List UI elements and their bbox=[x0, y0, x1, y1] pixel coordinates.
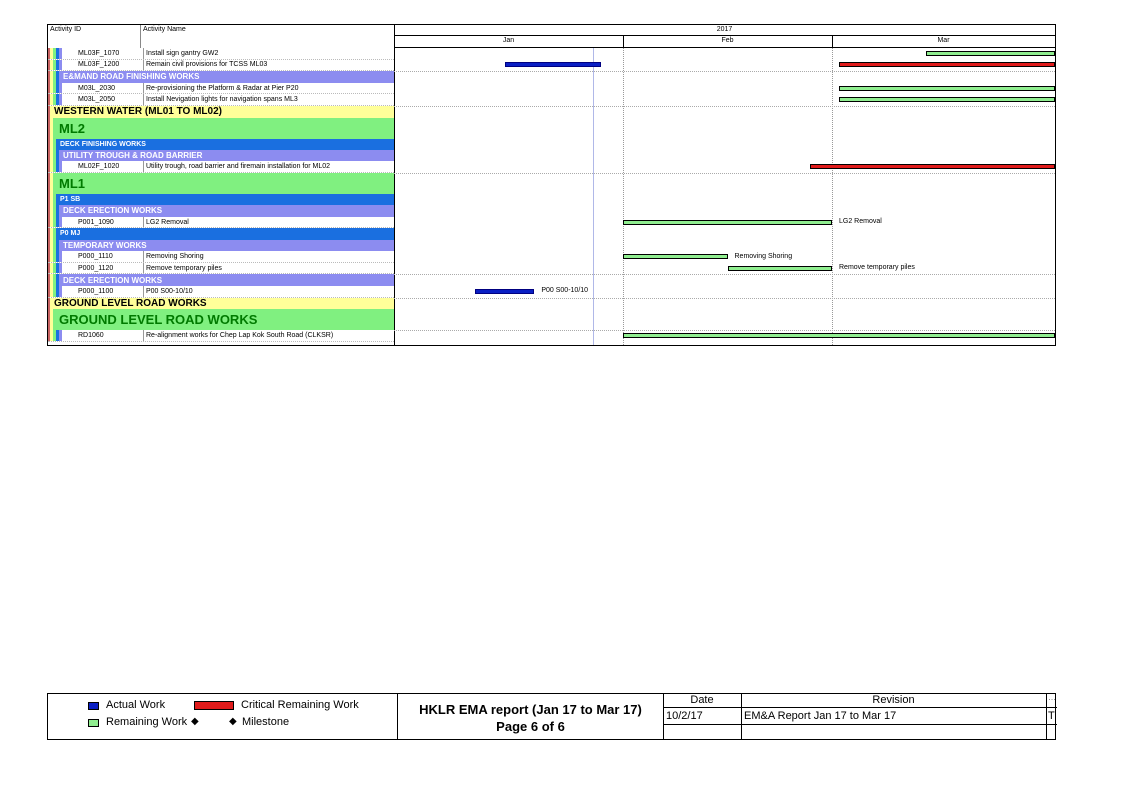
activity-row[interactable] bbox=[48, 161, 394, 173]
activity-id: RD1060 bbox=[78, 331, 104, 339]
row-gridline bbox=[394, 106, 1055, 107]
actual-work-bar[interactable] bbox=[505, 62, 601, 67]
gantt-chart bbox=[47, 24, 1056, 346]
group-label: TEMPORARY WORKS bbox=[63, 240, 147, 250]
remaining-work-bar[interactable] bbox=[623, 254, 728, 259]
group-fill bbox=[53, 118, 394, 139]
activity-name: Remove temporary piles bbox=[143, 263, 222, 274]
legend-critical-swatch bbox=[194, 701, 234, 710]
activity-id: P000_1120 bbox=[78, 264, 114, 272]
group-header-row[interactable] bbox=[48, 309, 394, 330]
group-header-row[interactable] bbox=[48, 240, 394, 252]
activity-id: ML03F_1200 bbox=[78, 61, 120, 69]
group-label: DECK ERECTION WORKS bbox=[63, 275, 163, 285]
group-header-row[interactable] bbox=[48, 298, 394, 310]
legend-row-line-1 bbox=[663, 707, 1057, 708]
bar-label: Remove temporary piles bbox=[839, 264, 915, 272]
group-label: UTILITY TROUGH & ROAD BARRIER bbox=[63, 151, 203, 161]
group-header-row[interactable] bbox=[48, 205, 394, 217]
activity-row[interactable] bbox=[48, 94, 394, 106]
timeline-month-jan: Jan bbox=[502, 37, 515, 44]
remaining-work-bar[interactable] bbox=[839, 86, 1055, 91]
legend-critical-label: Critical Remaining Work bbox=[241, 699, 359, 711]
timeline-area bbox=[394, 25, 1055, 345]
group-header-row[interactable] bbox=[48, 106, 394, 118]
remaining-work-bar[interactable] bbox=[728, 266, 833, 271]
activity-row[interactable] bbox=[48, 60, 394, 72]
activity-row[interactable] bbox=[48, 217, 394, 229]
activity-id: ML03F_1070 bbox=[78, 49, 120, 57]
row-gridline bbox=[394, 173, 1055, 174]
legend-remaining-label: Remaining Work bbox=[106, 716, 188, 728]
remaining-work-bar[interactable] bbox=[623, 220, 832, 225]
activity-id: M03L_2050 bbox=[78, 96, 115, 104]
group-header-row[interactable] bbox=[48, 71, 394, 83]
bar-label: Removing Shoring bbox=[734, 252, 793, 260]
bar-label: LG2 Removal bbox=[839, 218, 882, 226]
legend-remaining-swatch bbox=[88, 719, 99, 727]
remaining-work-bar[interactable] bbox=[623, 333, 1055, 338]
legend-actual-label: Actual Work bbox=[106, 699, 166, 711]
group-label: DECK FINISHING WORKS bbox=[60, 140, 146, 148]
legend-actual-swatch bbox=[88, 702, 99, 710]
group-label: ML1 bbox=[59, 176, 85, 191]
activity-name: Install Nevigation lights for navigation spans ML3 bbox=[143, 94, 298, 105]
timeline-year: 2017 bbox=[394, 25, 1055, 36]
group-fill bbox=[56, 194, 394, 205]
legend-divider-4 bbox=[1046, 694, 1047, 739]
activity-name: Re-provisioning the Platform & Radar at Pier P20 bbox=[143, 83, 299, 94]
activity-name: Re-alignment works for Chep Lap Kok South Road (CLKSR) bbox=[143, 330, 333, 341]
activity-name: LG2 Removal bbox=[143, 217, 189, 228]
legend-diamond-icon: ◆ bbox=[191, 716, 199, 727]
legend-milestone-label: Milestone bbox=[242, 716, 290, 728]
group-header-row[interactable] bbox=[48, 150, 394, 162]
group-label: GROUND LEVEL ROAD WORKS bbox=[54, 297, 207, 309]
remaining-work-bar[interactable] bbox=[926, 51, 1055, 56]
activity-id: ML02F_1020 bbox=[78, 163, 120, 171]
month-gridline bbox=[832, 48, 833, 345]
report-title: HKLR EMA report (Jan 17 to Mar 17) bbox=[419, 702, 642, 717]
month-gridline bbox=[623, 48, 624, 345]
activity-id: P001_1090 bbox=[78, 218, 114, 226]
date-value: 10/2/17 bbox=[666, 710, 703, 722]
timeline-month-feb: Feb bbox=[721, 37, 734, 44]
group-header-row[interactable] bbox=[48, 139, 394, 150]
timeline-month-mar: Mar bbox=[937, 37, 950, 44]
column-header-activity-name[interactable]: Activity Name bbox=[143, 26, 186, 33]
page-number: Page 6 of 6 bbox=[496, 719, 565, 734]
row-gridline bbox=[394, 274, 1055, 275]
bar-label: P00 S00-10/10 bbox=[541, 287, 589, 295]
group-label: P0 MJ bbox=[60, 230, 81, 238]
activity-id: M03L_2030 bbox=[78, 84, 115, 92]
activity-row[interactable] bbox=[48, 286, 394, 298]
group-header-row[interactable] bbox=[48, 228, 394, 239]
actual-work-bar[interactable] bbox=[475, 289, 534, 294]
date-header: Date bbox=[690, 694, 714, 706]
activity-name: Install sign gantry GW2 bbox=[143, 48, 218, 59]
revision-value: EM&A Report Jan 17 to Mar 17 bbox=[744, 710, 897, 722]
extra-header: … bbox=[1048, 693, 1056, 702]
group-fill bbox=[56, 228, 394, 239]
activity-row[interactable] bbox=[48, 251, 394, 263]
activity-table bbox=[48, 25, 395, 345]
data-date-line bbox=[593, 48, 594, 345]
revision-header: Revision bbox=[872, 694, 915, 706]
activity-name: P00 S00-10/10 bbox=[143, 286, 193, 297]
remaining-work-bar[interactable] bbox=[839, 97, 1055, 102]
group-header-row[interactable] bbox=[48, 173, 394, 194]
group-header-row[interactable] bbox=[48, 118, 394, 139]
activity-row[interactable] bbox=[48, 330, 394, 342]
group-label: ML2 bbox=[59, 120, 85, 136]
milestone-diamond-icon: ◆ bbox=[229, 716, 237, 727]
legend-footer bbox=[47, 693, 1056, 740]
timeline-header-bottom bbox=[394, 47, 1055, 48]
row-gridline bbox=[394, 298, 1055, 299]
group-fill bbox=[53, 173, 394, 194]
critical-work-bar[interactable] bbox=[839, 62, 1055, 67]
activity-id: P000_1110 bbox=[78, 252, 113, 260]
group-header-row[interactable] bbox=[48, 274, 394, 286]
critical-work-bar[interactable] bbox=[810, 164, 1055, 169]
activity-id: P000_1100 bbox=[78, 287, 114, 295]
column-header-activity-id[interactable]: Activity ID bbox=[48, 25, 141, 48]
legend-row-line-2 bbox=[663, 724, 1057, 725]
group-label: GROUND LEVEL ROAD WORKS bbox=[59, 312, 258, 328]
group-label: DECK ERECTION WORKS bbox=[63, 206, 163, 216]
group-label: E&MAND ROAD FINISHING WORKS bbox=[63, 72, 200, 82]
activity-row[interactable] bbox=[48, 263, 394, 275]
activity-name: Removing Shoring bbox=[143, 251, 204, 262]
group-label: WESTERN WATER (ML01 TO ML02) bbox=[54, 106, 222, 118]
activity-row[interactable] bbox=[48, 48, 394, 60]
group-label: P1 SB bbox=[60, 196, 81, 204]
activity-name: Remain civil provisions for TCSS ML03 bbox=[143, 60, 267, 71]
row-gridline bbox=[394, 330, 1055, 331]
group-header-row[interactable] bbox=[48, 194, 394, 205]
activity-name: Utility trough, road barrier and firemain installation for ML02 bbox=[143, 161, 330, 172]
row-gridline bbox=[394, 71, 1055, 72]
extra-value: T bbox=[1048, 710, 1055, 722]
activity-row[interactable] bbox=[48, 83, 394, 95]
